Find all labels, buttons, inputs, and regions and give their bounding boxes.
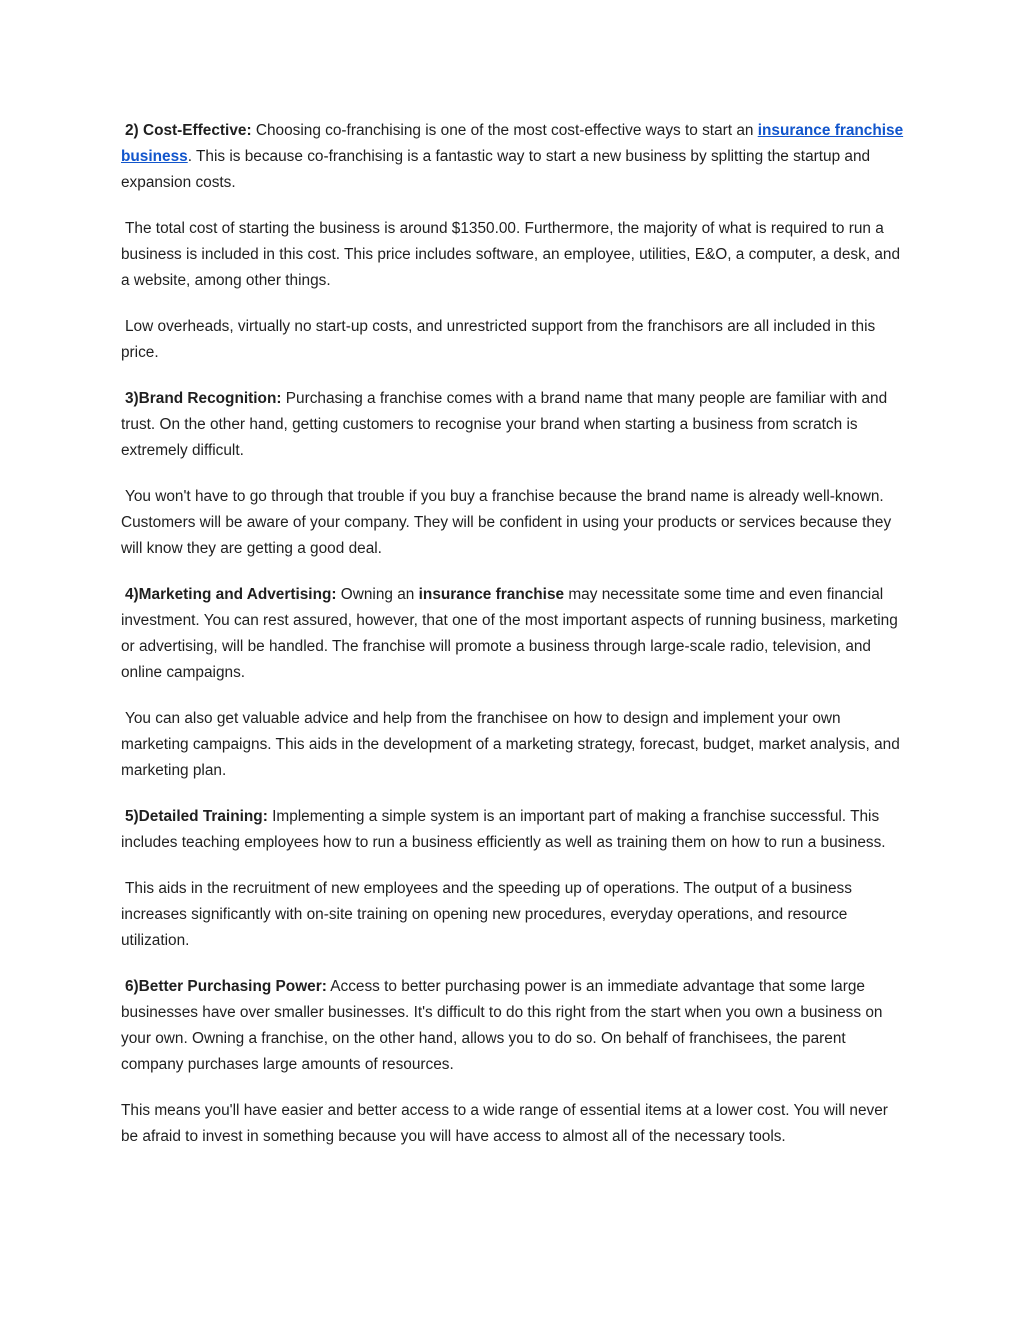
paragraph-text: Implementing a simple system is an important part of making a franchise successful. This includes teaching employees how to run a business efficiently as well as training them on how to run a business. bbox=[121, 808, 886, 851]
heading-brand-recognition: 3)Brand Recognition: bbox=[125, 390, 282, 407]
paragraph-text: Purchasing a franchise comes with a brand name that many people are familiar with and trust. On the other hand, getting customers to recognise your brand when starting a business from scratch is extremely difficult. bbox=[121, 390, 888, 459]
paragraph-text: may necessitate some time and even financial investment. You can rest assured, however, that one of the most important aspects of running business, marketing or advertising, will be handled. The franchise will promote a business through large-scale radio, television, and online campaigns. bbox=[121, 586, 898, 681]
heading-purchasing-power: 6)Better Purchasing Power: bbox=[125, 978, 327, 995]
paragraph-brand-recognition bbox=[121, 386, 906, 464]
paragraph-marketing-advertising bbox=[121, 582, 906, 686]
paragraph-recruitment: This aids in the recruitment of new employees and the speeding up of operations. The output of a business increases significantly with on-site training on opening new procedures, everyday operations, and resource utilization. bbox=[121, 880, 852, 949]
document-body bbox=[121, 118, 906, 1170]
paragraph-text: Choosing co-franchising is one of the most cost-effective ways to start an bbox=[251, 122, 758, 139]
paragraph-easier-access: This means you'll have easier and better access to a wide range of essential items at a lower cost. You will never be afraid to invest in something because you will have access to almost all of the necessary tools. bbox=[121, 1102, 888, 1145]
paragraph-cost-effective bbox=[121, 118, 906, 196]
paragraph-text: Owning an bbox=[336, 586, 419, 603]
paragraph-marketing-advice: You can also get valuable advice and help from the franchisee on how to design and implement your own marketing campaigns. This aids in the development of a marketing strategy, forecast, budget, market analysis, and marketing plan. bbox=[121, 710, 900, 779]
paragraph-detailed-training bbox=[121, 804, 906, 856]
paragraph-text: Access to better purchasing power is an immediate advantage that some large businesses have over smaller businesses. It's difficult to do this right from the start when you own a business on your own. Owning a franchise, on the other hand, allows you to do so. On behalf of franchisees, the parent company purchases large amounts of resources. bbox=[121, 978, 883, 1073]
paragraph-total-cost: The total cost of starting the business is around $1350.00. Furthermore, the majority of what is required to run a business is included in this cost. This price includes software, an employee, utilities, E&O, a computer, a desk, and a website, among other things. bbox=[121, 220, 901, 289]
paragraph-text: . This is because co-franchising is a fantastic way to start a new business by splitting the startup and expansion costs. bbox=[121, 148, 871, 191]
paragraph-brand-well-known: You won't have to go through that trouble if you buy a franchise because the brand name is already well-known. Customers will be aware of your company. They will be confident in using your products or services because they will know they are getting a good deal. bbox=[121, 488, 892, 557]
heading-cost-effective: 2) Cost-Effective: bbox=[125, 122, 252, 139]
heading-marketing-advertising: 4)Marketing and Advertising: bbox=[125, 586, 337, 603]
paragraph-low-overheads: Low overheads, virtually no start-up costs, and unrestricted support from the franchisors are all included in this price. bbox=[121, 318, 876, 361]
paragraph-purchasing-power bbox=[121, 974, 906, 1078]
insurance-franchise-business-link[interactable]: insurance franchise business bbox=[121, 122, 904, 165]
bold-phrase-insurance-franchise: insurance franchise bbox=[418, 586, 565, 603]
heading-detailed-training: 5)Detailed Training: bbox=[125, 808, 268, 825]
